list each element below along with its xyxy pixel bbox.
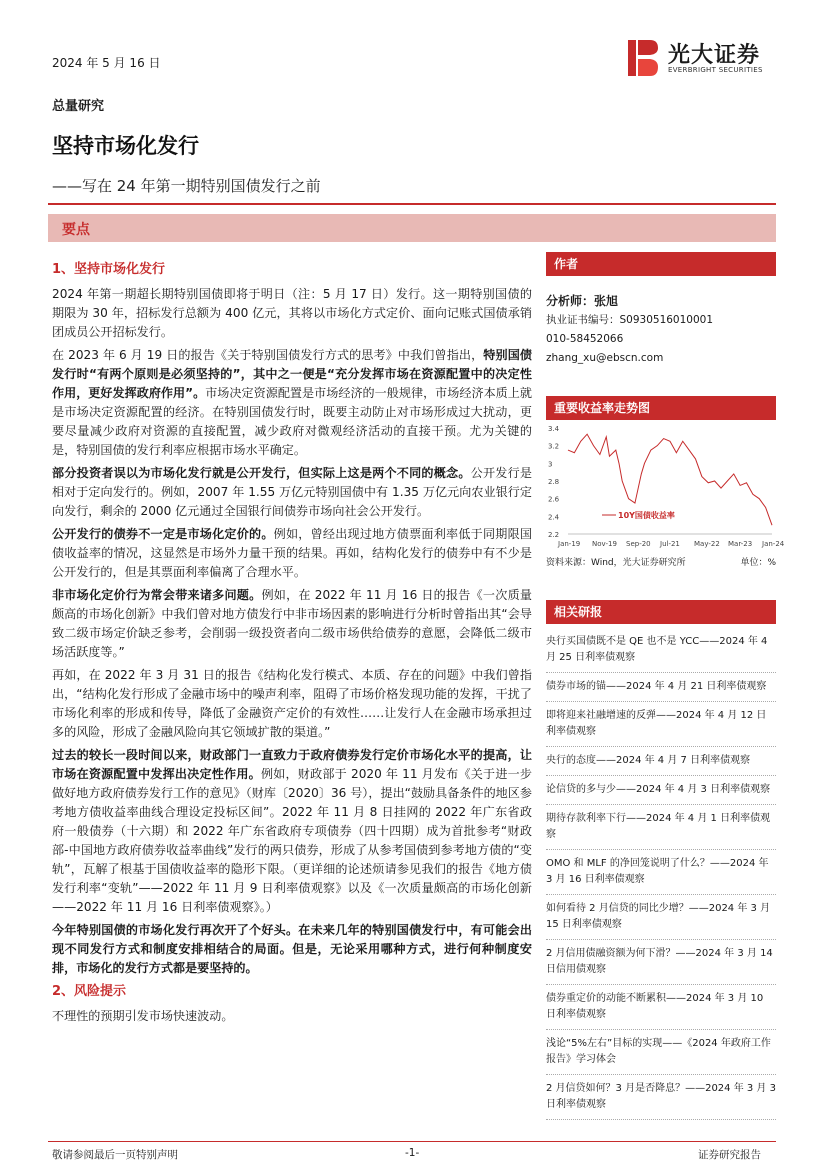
analyst-cert: 执业证书编号：S0930516010001 bbox=[546, 314, 714, 326]
paragraph-1: 2024 年第一期超长期特别国债即将于明日（注：5 月 17 日）发行。这一期特别国债的期限为 30 年，招标发行总额为 400 亿元，其将以市场化方式定价、面向记账式国债承销团成员公开招标发行。 bbox=[52, 287, 532, 339]
brand-name-cn: 光大证券 bbox=[668, 43, 761, 68]
chart-header-label: 重要收益率走势图 bbox=[546, 396, 776, 420]
y-tick-label: 3 bbox=[548, 460, 553, 469]
related-report-link[interactable]: OMO 和 MLF 的净回笼说明了什么？——2024 年 3 月 16 日利率债观察 bbox=[546, 850, 776, 895]
author-info bbox=[546, 292, 776, 368]
related-report-link[interactable]: 即将迎来社融增速的反弹——2024 年 4 月 12 日利率债观察 bbox=[546, 702, 776, 747]
main-body bbox=[52, 258, 532, 1030]
chart-header bbox=[546, 396, 776, 420]
related-report-link[interactable]: 央行买国债既不是 QE 也不是 YCC——2024 年 4 月 25 日利率债观察 bbox=[546, 628, 776, 673]
paragraph-7-rest: 例如，财政部于 2020 年 11 月发布《关于进一步做好地方政府债券发行工作的意见》（财库〔2020〕36 号），提出“鼓励具备条件的地区参考地方债收益率曲线合理设定投标区间”。2022 年 11 月 8 日挂网的 2022 年广东省政府一般债券（十六期）和 2022 年广东省政府专项债券（四十四期）成为首批参考“财政部-中国地方政府债券收益率曲线”发行的两只债券，形成了从参考国债到参考地方债的“变轨”，瓦解了根基于国债收益率的隐形下限。（更详细的论述烦请参见我们的报告《地方债发行利率“变轨”——2022 年 11 月 9 日利率债观察》以及《一次质量颇高的市场化创新——2022 年 11 月 16 日利率债观察》。） bbox=[52, 767, 532, 914]
analyst-name: 分析师：张旭 bbox=[546, 294, 619, 308]
yield-chart-svg bbox=[546, 422, 785, 552]
related-report-link[interactable]: 债券重定价的动能不断累积——2024 年 3 月 10 日利率债观察 bbox=[546, 985, 776, 1030]
related-report-link[interactable]: 论信贷的多与少——2024 年 4 月 3 日利率债观察 bbox=[546, 776, 776, 805]
y-tick-label: 3.2 bbox=[548, 442, 560, 451]
footer-doc-type: 证券研究报告 bbox=[698, 1149, 761, 1161]
paragraph-2 bbox=[52, 346, 532, 460]
related-report-link[interactable]: 2 月信用债融资额为何下滑？——2024 年 3 月 14 日信用债观察 bbox=[546, 940, 776, 985]
x-tick-label: Sep-20 bbox=[626, 540, 651, 548]
related-header-label: 相关研报 bbox=[546, 600, 776, 624]
author-header bbox=[546, 252, 776, 276]
related-report-link[interactable]: 2 月信贷如何？3 月是否降息？——2024 年 3 月 3 日利率债观察 bbox=[546, 1075, 776, 1120]
related-report-link[interactable]: 浅论“5%左右”目标的实现——《2024 年政府工作报告》学习体会 bbox=[546, 1030, 776, 1075]
section-heading-1: 1、坚持市场化发行 bbox=[52, 262, 166, 277]
related-report-link[interactable]: 央行的态度——2024 年 4 月 7 日利率债观察 bbox=[546, 747, 776, 776]
paragraph-5-rest: 例如，在 2022 年 11 月 16 日的报告《一次质量颇高的市场化创新》中我们曾对地方债发行中非市场因素的影响进行分析时曾指出其“会导致二级市场定价缺乏参考，会削弱一级投资者向二级市场供给债券的意愿，会降低二级市场活跃度等。” bbox=[52, 588, 532, 659]
paragraph-7 bbox=[52, 746, 532, 917]
paragraph-8 bbox=[52, 921, 532, 978]
author-header-label: 作者 bbox=[546, 252, 776, 276]
y-tick-label: 2.8 bbox=[548, 478, 560, 486]
paragraph-9: 不理性的预期引发市场快速波动。 bbox=[52, 1009, 234, 1023]
paragraph-7-bold: 过去的较长一段时间以来，财政部门一直致力于政府债券发行定价市场化水平的提高，让市场在资源配置中发挥出决定性作用。 bbox=[52, 748, 532, 781]
related-header bbox=[546, 600, 776, 624]
paragraph-5-bold: 非市场化定价行为常会带来诸多问题。 bbox=[52, 588, 262, 602]
related-report-link[interactable]: 如何看待 2 月信贷的同比少增？——2024 年 3 月 15 日利率债观察 bbox=[546, 895, 776, 940]
related-report-link[interactable]: 债券市场的锚——2024 年 4 月 21 日利率债观察 bbox=[546, 673, 776, 702]
key-points-label: 要点 bbox=[62, 222, 90, 238]
paragraph-2-rest: 市场决定资源配置是市场经济的一般规律，市场经济本质上就是市场决定资源配置的经济。在特别国债发行时，既要主动防止对市场形成过大扰动，更要尽量减少政府对资源的直接配置，减少政府对微观经济活动的直接干预。尤为关键的是，特别国债的发行利率应根据市场水平确定。 bbox=[52, 386, 532, 457]
legend-label: 10Y国债收益率 bbox=[618, 511, 675, 520]
x-tick-label: Mar-23 bbox=[728, 540, 753, 548]
report-date: 2024 年 5 月 16 日 bbox=[52, 56, 161, 70]
header-divider bbox=[48, 203, 776, 205]
x-tick-label: Jan-19 bbox=[558, 540, 581, 548]
report-title: 坚持市场化发行 bbox=[52, 134, 199, 158]
paragraph-2-lead: 在 2023 年 6 月 19 日的报告《关于特别国债发行方式的思考》中我们曾指出， bbox=[52, 348, 484, 362]
y-tick-label: 2.6 bbox=[548, 495, 560, 504]
key-points-band bbox=[48, 214, 776, 242]
paragraph-4-rest: 例如，曾经出现过地方债票面利率低于同期限国债收益率的情况，这显然是市场外力量干预的结果。再如，结构化发行的债券中有不少是公开发行的，但是其票面利率偏离了合理水平。 bbox=[52, 527, 532, 579]
paragraph-3 bbox=[52, 464, 532, 521]
chart-caption bbox=[546, 555, 776, 568]
page-number: -1- bbox=[405, 1147, 420, 1159]
paragraph-4 bbox=[52, 525, 532, 582]
paragraph-4-bold: 公开发行的债券不一定是市场化定价的。 bbox=[52, 527, 274, 541]
x-tick-label: Jul-21 bbox=[660, 540, 680, 548]
footer-divider bbox=[48, 1141, 776, 1142]
analyst-email[interactable]: zhang_xu@ebscn.com bbox=[546, 352, 664, 364]
paragraph-3-rest: 公开发行是相对于定向发行的。例如，2007 年 1.55 万亿元特别国债中有 1.35 万亿元向农业银行定向发行，剩余的 2000 亿元通过全国银行间债券市场向社会公开发行。 bbox=[52, 466, 532, 518]
brand-name-en: EVERBRIGHT SECURITIES bbox=[668, 66, 763, 74]
related-list bbox=[546, 628, 776, 1120]
x-tick-label: Nov-19 bbox=[592, 540, 617, 548]
paragraph-6: 再如，在 2022 年 3 月 31 日的报告《结构化发行模式、本质、存在的问题》中我们曾指出，“结构化发行形成了金融市场中的噪声利率，阻碍了市场价格发现功能的发挥，干扰了市场化利率的形成和传导，降低了金融资产定价的有效性……让发行人在金融市场承担过多的风险，形成了金融风险向其它领域扩散的渠道。” bbox=[52, 668, 532, 739]
chart-source: 资料来源：Wind，光大证券研究所 bbox=[546, 558, 686, 568]
report-category: 总量研究 bbox=[52, 99, 105, 114]
related-report-link[interactable]: 期待存款利率下行——2024 年 4 月 1 日利率债观察 bbox=[546, 805, 776, 850]
paragraph-5 bbox=[52, 586, 532, 662]
paragraph-8-bold: 今年特别国债的市场化发行再次开了个好头。在未来几年的特别国债发行中，有可能会出现不同发行方式和制度安排相结合的局面。但是，无论采用哪种方式，进行何种制度安排，市场化的发行方式都是要坚持的。 bbox=[52, 923, 532, 975]
paragraph-3-bold: 部分投资者误以为市场化发行就是公开发行，但实际上这是两个不同的概念。 bbox=[52, 466, 471, 480]
x-tick-label: May-22 bbox=[694, 540, 720, 548]
report-subtitle: ——写在 24 年第一期特别国债发行之前 bbox=[52, 177, 321, 195]
y-tick-label: 3.4 bbox=[548, 425, 560, 433]
paragraph-2-bold: 特别国债发行时“有两个原则是必须坚持的”，其中之一便是“充分发挥市场在资源配置中的决定性作用，更好发挥政府作用”。 bbox=[52, 348, 532, 400]
analyst-phone: 010-58452066 bbox=[546, 333, 624, 345]
everbright-logo-icon bbox=[626, 38, 660, 78]
brand-logo bbox=[626, 38, 776, 80]
y-tick-label: 2.4 bbox=[548, 513, 560, 522]
footer-disclaimer[interactable]: 敬请参阅最后一页特别声明 bbox=[52, 1149, 178, 1161]
section-heading-2: 2、风险提示 bbox=[52, 984, 127, 999]
x-tick-label: Jan-24 bbox=[762, 540, 785, 548]
y-tick-label: 2.2 bbox=[548, 531, 560, 539]
chart-unit: 单位：% bbox=[740, 558, 776, 568]
yield-chart bbox=[546, 422, 785, 572]
